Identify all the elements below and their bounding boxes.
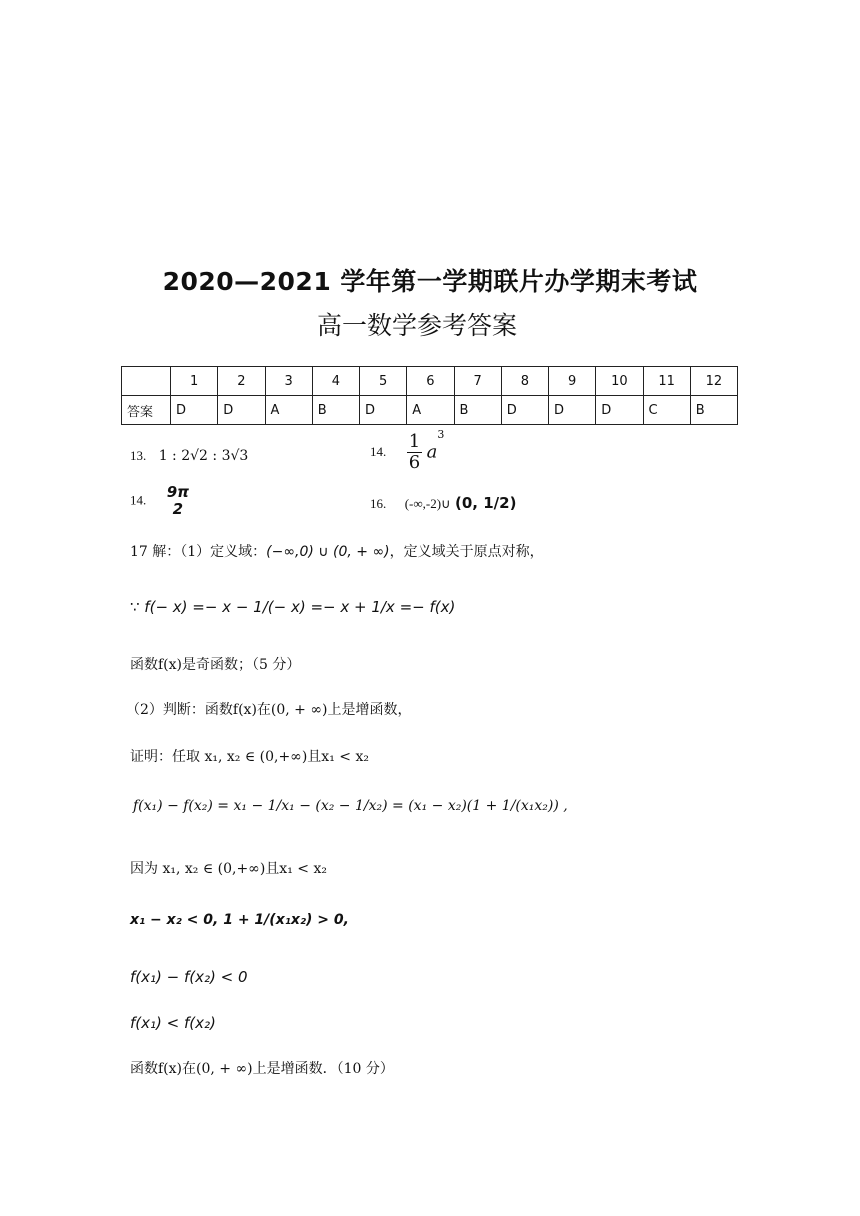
answer-cell: B bbox=[312, 396, 359, 425]
question-number: 10 bbox=[596, 367, 643, 396]
answer-row-label: 答案 bbox=[122, 396, 171, 425]
q14a-denominator: 6 bbox=[408, 451, 421, 473]
q14a-answer bbox=[370, 428, 444, 472]
answer-table bbox=[121, 366, 738, 425]
question-number: 9 bbox=[549, 367, 596, 396]
q17-difference: f(x₁) − f(x₂) = x₁ − 1/x₁ − (x₂ − 1/x₂) = (x₁ − x₂)(1 + 1/(x₁x₂)) , bbox=[133, 798, 568, 814]
q13-answer bbox=[130, 448, 248, 464]
answer-table-corner bbox=[122, 367, 171, 396]
q13-value: 1 : 2√2 : 3√3 bbox=[158, 448, 249, 464]
exam-subtitle: 高一数学参考答案 bbox=[316, 311, 517, 340]
q17-domain-suffix: ，定义域关于原点对称， bbox=[389, 544, 544, 560]
question-number: 8 bbox=[501, 367, 548, 396]
q14b-denominator: 2 bbox=[172, 499, 184, 518]
q14b-fraction bbox=[165, 484, 191, 517]
q17-result-difference: f(x₁) − f(x₂) < 0 bbox=[130, 968, 248, 986]
answer-cell: A bbox=[407, 396, 454, 425]
question-number: 11 bbox=[643, 367, 690, 396]
answer-cell: D bbox=[549, 396, 596, 425]
q14b-numerator: 9π bbox=[166, 483, 190, 501]
q17-domain-set: (−∞,0) ∪ (0, + ∞) bbox=[266, 544, 390, 560]
answer-cell: D bbox=[171, 396, 218, 425]
answer-cell: B bbox=[690, 396, 737, 425]
answer-cell: B bbox=[454, 396, 501, 425]
answer-cell: C bbox=[643, 396, 690, 425]
q16-answer bbox=[370, 494, 516, 512]
q16-right-interval: (0, 1/2) bbox=[455, 494, 517, 512]
q13-label: 13. bbox=[130, 448, 147, 463]
answer-cell: D bbox=[501, 396, 548, 425]
question-number: 2 bbox=[218, 367, 265, 396]
q14a-label: 14. bbox=[370, 444, 387, 459]
q14b-answer bbox=[130, 484, 191, 517]
question-number: 4 bbox=[312, 367, 359, 396]
q17-because: 因为 x₁, x₂ ∈ (0,+∞)且x₁ < x₂ bbox=[130, 861, 327, 877]
q17-sign-facts: x₁ − x₂ < 0, 1 + 1/(x₁x₂) > 0, bbox=[130, 912, 349, 928]
q16-left-interval: (-∞,-2)∪ bbox=[404, 496, 451, 511]
q17-conclusion: 函数f(x)在(0, + ∞)上是增函数．（10 分） bbox=[130, 1061, 394, 1077]
q14a-numerator: 1 bbox=[408, 430, 421, 452]
question-number: 7 bbox=[454, 367, 501, 396]
answer-cell: D bbox=[218, 396, 265, 425]
q17-part2-claim: （2）判断：函数f(x)在(0, + ∞)上是增函数， bbox=[126, 702, 412, 718]
q17-odd-conclusion: 函数f(x)是奇函数；（5 分） bbox=[130, 657, 301, 673]
exam-title: 2020—2021 学年第一学期联片办学期末考试 bbox=[162, 267, 698, 296]
q17-result-inequality: f(x₁) < f(x₂) bbox=[130, 1014, 216, 1032]
q17-proof-start: 证明：任取 x₁, x₂ ∈ (0,+∞)且x₁ < x₂ bbox=[130, 749, 369, 765]
q14b-label: 14. bbox=[130, 492, 147, 508]
q14a-fraction bbox=[407, 432, 422, 473]
q17-domain-line bbox=[130, 541, 544, 561]
q14a-exponent: 3 bbox=[437, 428, 445, 441]
answer-cell: D bbox=[596, 396, 643, 425]
q14a-variable: a bbox=[426, 441, 438, 463]
question-number: 12 bbox=[690, 367, 737, 396]
q16-label: 16. bbox=[370, 496, 387, 511]
answer-table-answer-row bbox=[122, 396, 738, 425]
question-number: 1 bbox=[171, 367, 218, 396]
q17-domain-prefix: 17 解：（1）定义域： bbox=[130, 544, 267, 560]
answer-table-header-row bbox=[122, 367, 738, 396]
question-number: 5 bbox=[360, 367, 407, 396]
q17-odd-proof: ∵ f(− x) =− x − 1/(− x) =− x + 1/x =− f(x) bbox=[130, 598, 456, 616]
question-number: 6 bbox=[407, 367, 454, 396]
answer-cell: A bbox=[265, 396, 312, 425]
question-number: 3 bbox=[265, 367, 312, 396]
answer-cell: D bbox=[360, 396, 407, 425]
